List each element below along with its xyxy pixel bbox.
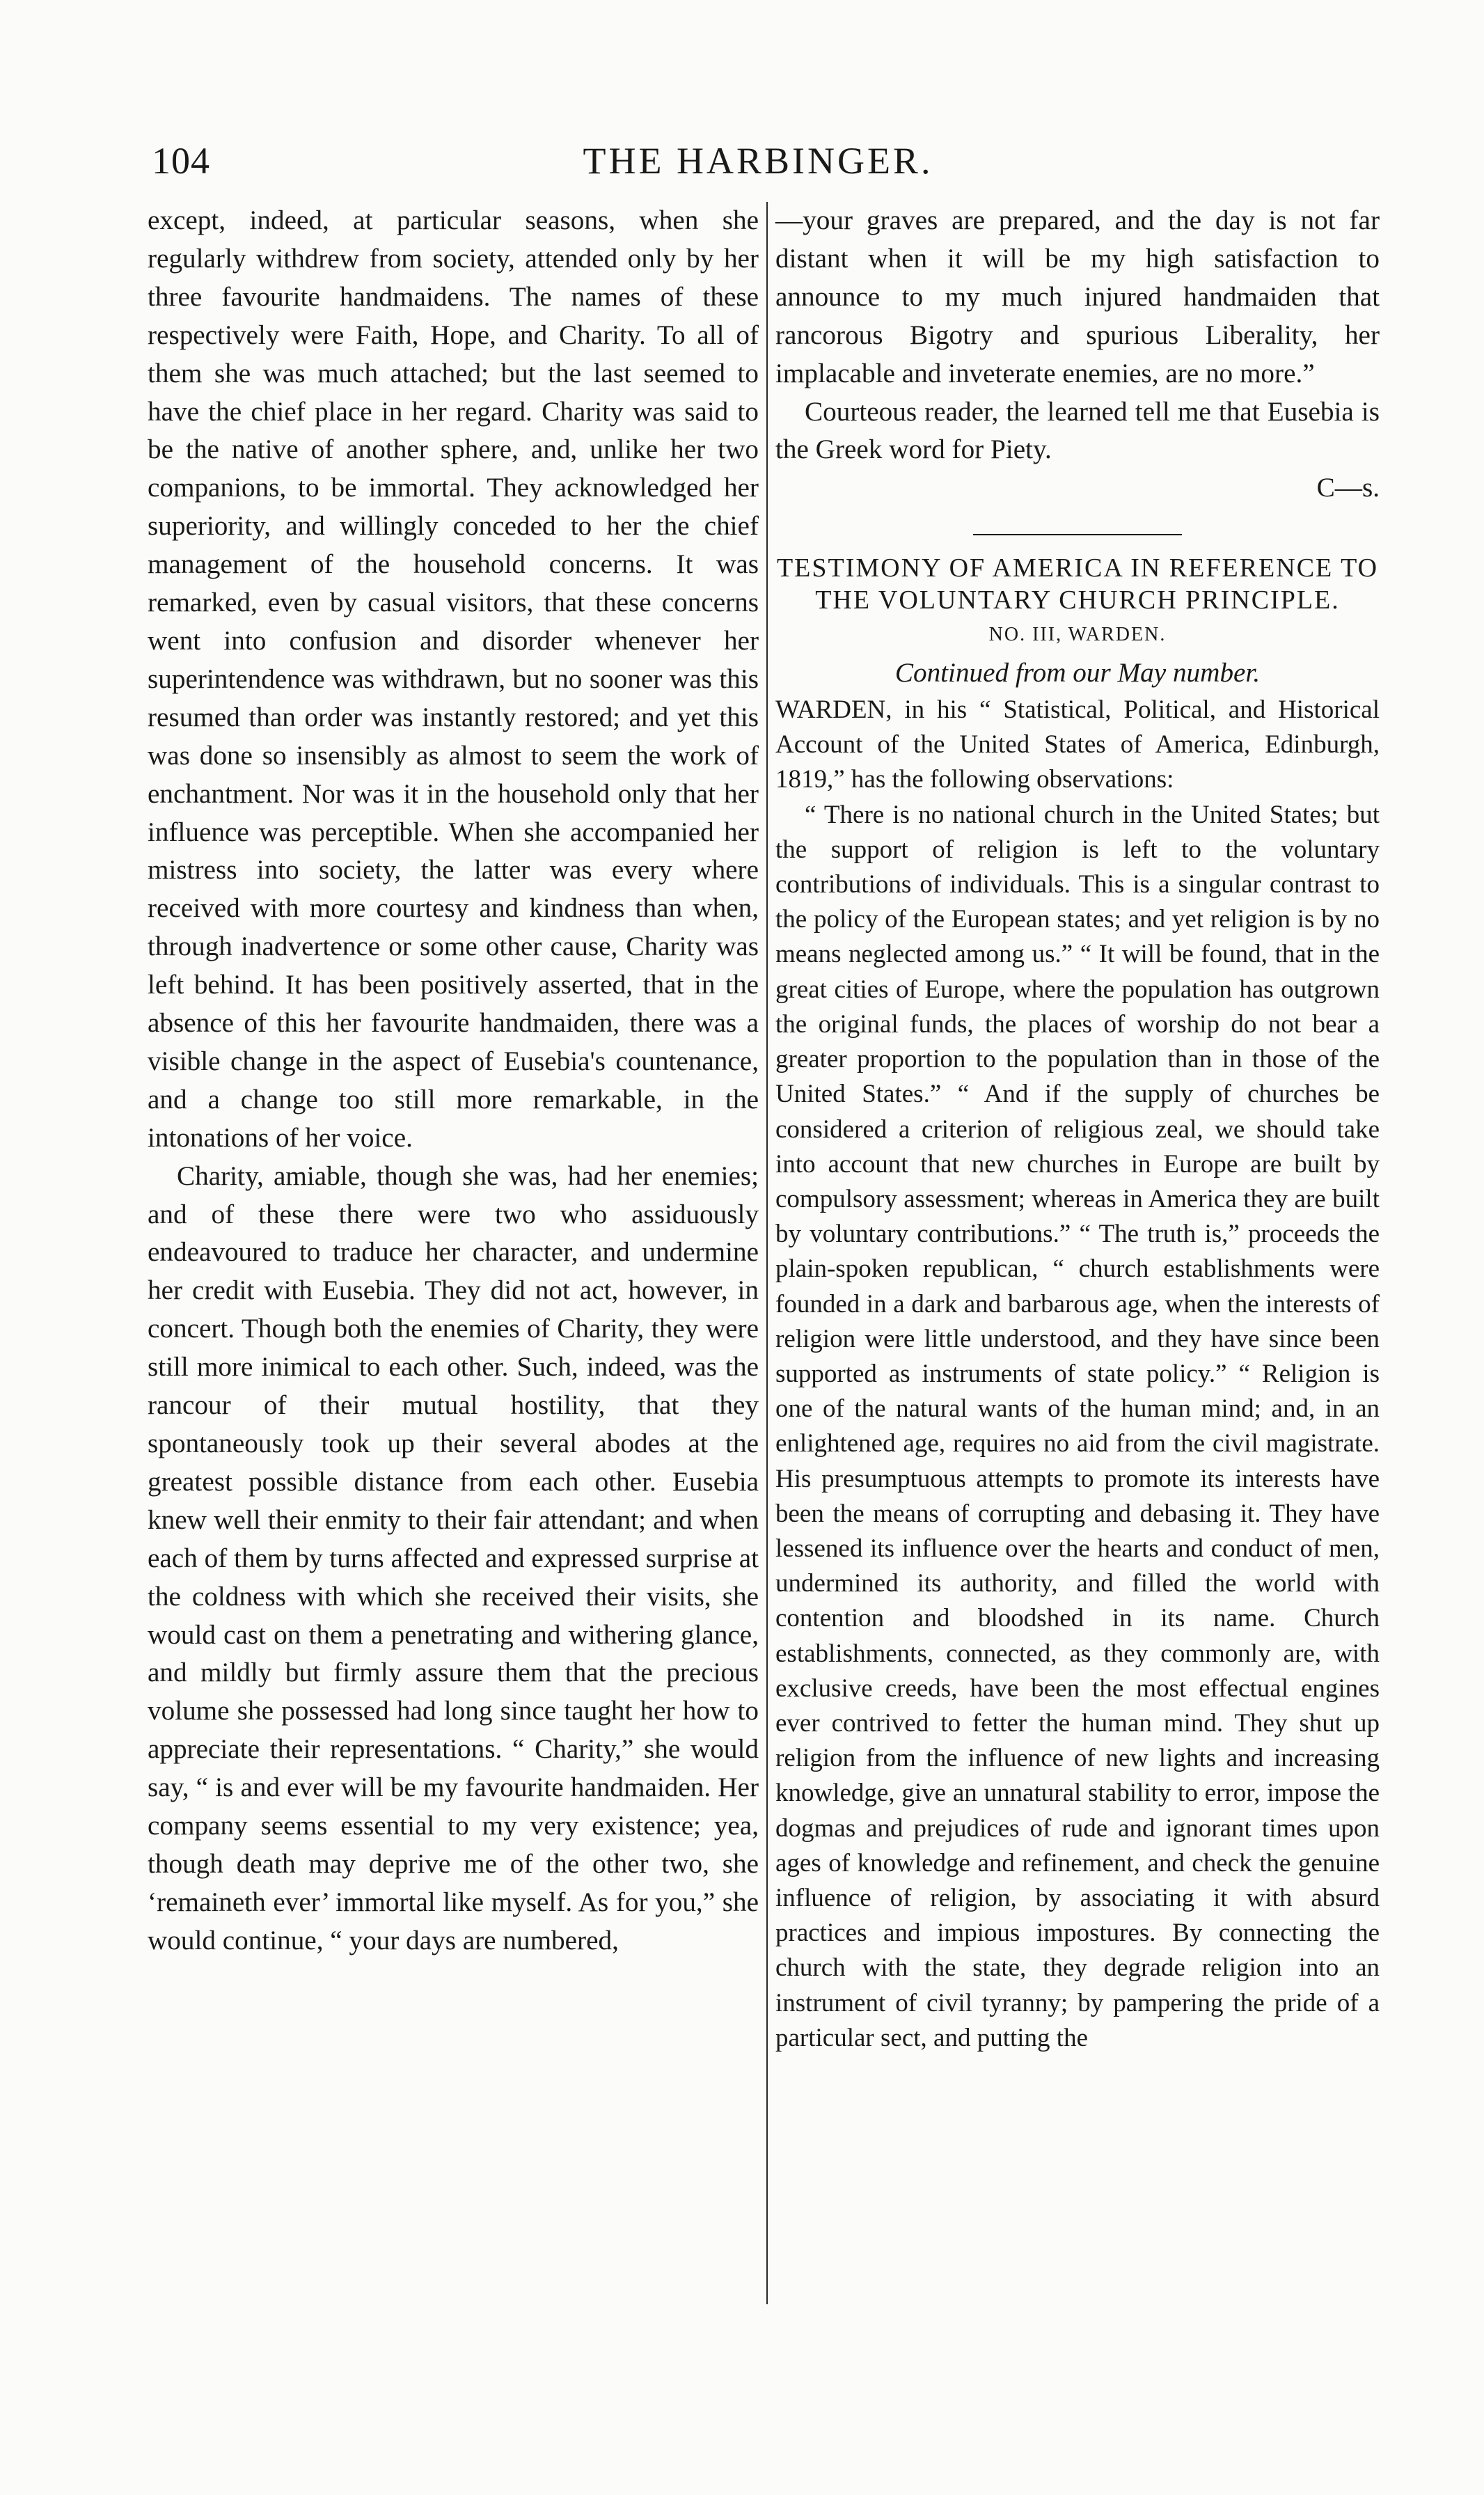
page-number: 104 xyxy=(152,140,210,182)
left-column xyxy=(148,202,759,1960)
column-divider xyxy=(766,202,768,2304)
article-title: TESTIMONY OF AMERICA IN REFERENCE TO THE VOLUNTARY CHURCH PRINCIPLE. xyxy=(776,553,1379,615)
signature: C—s. xyxy=(1316,473,1380,503)
right-paragraph-3: WARDEN, in his “ Statistical, Political, and Historical Account of the United States of America, Edinburgh, 1819,” has the following observations: xyxy=(775,695,1380,794)
right-column xyxy=(775,202,1380,2056)
continued-note: Continued from our May number. xyxy=(894,658,1261,688)
right-paragraph-1: —your graves are prepared, and the day is not far distant when it will be my high satisfaction to announce to my much injured handmaiden that rancorous Bigotry and spurious Liberality, her implacable and inveterate enemies, are no more.” xyxy=(775,205,1380,388)
left-paragraph-2: Charity, amiable, though she was, had her enemies; and of these there were two who assiduously endeavoured to traduce her character, and undermine her credit with Eusebia. They did not act, however, in concert. Though both the enemies of Charity, they were still more inimical to each other. Such, indeed, was the rancour of their mutual hostility, that they spontaneously took up their several abodes at the greatest possible distance from each other. Eusebia knew well their enmity to their fair attendant; and when each of them by turns affected and expressed surprise at the coldness with which she received their visits, she would cast on them a penetrating and withering glance, and mildly but firmly assure them that the precious volume she possessed had long since taught her how to appreciate their representations. “ Charity,” she would say, “ is and ever will be my favourite handmaiden. Her company seems essential to my very existence; yea, though death may deprive me of the other two, she ‘remaineth ever’ immortal like myself. As for you,” she would continue, “ your days are numbered, xyxy=(148,1160,759,1955)
section-rule xyxy=(973,534,1182,535)
page-header xyxy=(152,139,1364,195)
left-paragraph-1: except, indeed, at particular seasons, when she regularly withdrew from society, attended only by her three favourite handmaidens. The names of these respectively were Faith, Hope, and Charity. To all of them she was much attached; but the last seemed to have the chief place in her regard. Charity was said to be the native of another sphere, and, unlike her two companions, to be immortal. They acknowledged her superiority, and willingly conceded to her the chief management of the household concerns. It was remarked, even by casual visitors, that these concerns went into confusion and disorder whenever her superintendence was withdrawn, but no sooner was this resumed than order was instantly restored; and yet this was done so insensibly as almost to seem the work of enchantment. Nor was it in the household only that her influence was perceptible. When she accompanied her mistress into society, the latter was every where received with more courtesy and kindness than when, through inadvertence or some other cause, Charity was left behind. It has been positively asserted, that in the absence of this her favourite handmaiden, there was a visible change in the aspect of Eusebia's countenance, and a change too still more remarkable, in the intonations of her voice. xyxy=(148,205,759,1153)
article-number: NO. III, WARDEN. xyxy=(988,624,1167,646)
right-paragraph-4: “ There is no national church in the United States; but the support of religion is left to the voluntary contributions of individuals. This is a singular contrast to the policy of the European states; and yet religion is by no means neglected among us.” “ It will be found, that in the great cities of Europe, where the population has outgrown the original funds, the places of worship do not bear a greater proportion to the population than in those of the United States.” “ And if the supply of churches be considered a criterion of religious zeal, we should take into account that new churches in Europe are built by compulsory assessment; whereas in America they are built by voluntary contributions.” “ The truth is,” proceeds the plain-spoken republican, “ church establishments were founded in a dark and barbarous age, when the interests of religion were little understood, and they have since been supported as instruments of state policy.” “ Religion is one of the natural wants of the human mind; and, in an enlightened age, requires no aid from the civil magistrate. His presumptuous attempts to promote its interests have been the means of corrupting and debasing it. They have lessened its influence over the hearts and conduct of men, undermined its authority, and filled the world with contention and bloodshed in its name. Church establishments, connected, as they commonly are, with exclusive creeds, have been the most effectual engines ever contrived to fetter the human mind. They shut up religion from the influence of new lights and increasing knowledge, give an unnatural stability to error, impose the dogmas and prejudices of rude and ignorant times upon ages of knowledge and refinement, and check the genuine influence of religion, by associating it with absurd practices and impious impostures. By connecting the church with the state, they degrade religion into an instrument of civil tyranny; by pampering the pride of a particular sect, and putting the xyxy=(775,800,1380,2052)
right-paragraph-2: Courteous reader, the learned tell me that Eusebia is the Greek word for Piety. xyxy=(775,396,1380,465)
running-head: THE HARBINGER. xyxy=(583,140,933,182)
